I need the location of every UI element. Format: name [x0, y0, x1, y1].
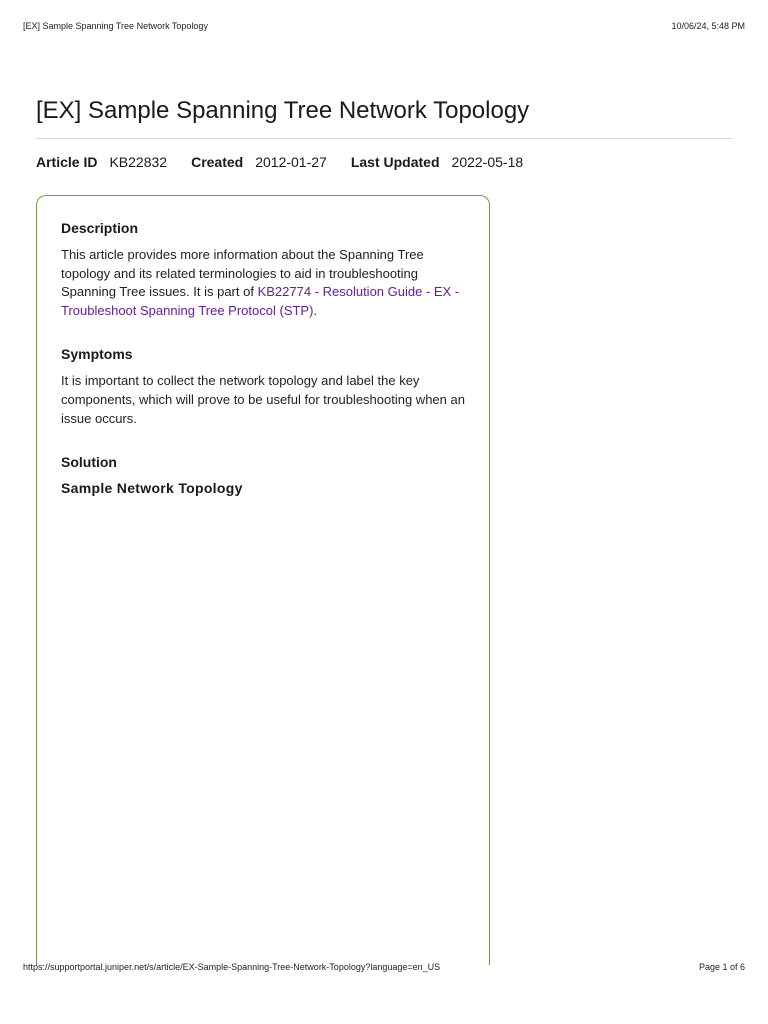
solution-subheading: Sample Network Topology [61, 480, 243, 497]
article-title: [EX] Sample Spanning Tree Network Topology [36, 97, 530, 124]
symptoms-text: It is important to collect the network topology and label the key components, which will prove to be useful for troubleshooting when an issue occurs. [61, 373, 465, 426]
article-meta [36, 151, 523, 173]
description-section [61, 218, 465, 320]
print-footer [23, 960, 745, 974]
description-heading: Description [61, 220, 139, 236]
symptoms-section [61, 344, 465, 428]
article-id-value: KB22832 [109, 154, 168, 170]
symptoms-heading: Symptoms [61, 346, 133, 363]
description-body: This article provides more information about the Spanning Tree topology and its related terminologies to aid in troubleshooting Spanning Tree issues. It is part of [61, 247, 424, 300]
article-id-label: Article ID [36, 154, 98, 170]
title-divider [36, 138, 733, 139]
resolution-guide-link[interactable]: KB22774 - Resolution Guide - EX - Troubleshoot Spanning Tree Protocol (STP) [61, 284, 460, 318]
print-header [23, 19, 745, 33]
print-header-title: [EX] Sample Spanning Tree Network Topology [23, 21, 208, 31]
solution-section [61, 452, 465, 496]
description-text [61, 246, 465, 320]
print-header-datetime: 10/06/24, 5:48 PM [671, 21, 745, 31]
article-content-card [36, 195, 490, 965]
created-value: 2012-01-27 [255, 154, 327, 170]
description-end: . [313, 302, 318, 318]
last-updated-value: 2022-05-18 [451, 154, 524, 170]
created-label: Created [191, 154, 244, 170]
print-footer-page: Page 1 of 6 [698, 962, 745, 972]
solution-heading: Solution [61, 454, 117, 471]
last-updated-label: Last Updated [350, 154, 440, 170]
print-footer-url: https://supportportal.juniper.net/s/article/EX-Sample-Spanning-Tree-Network-Topology?language=en_US [23, 962, 441, 972]
